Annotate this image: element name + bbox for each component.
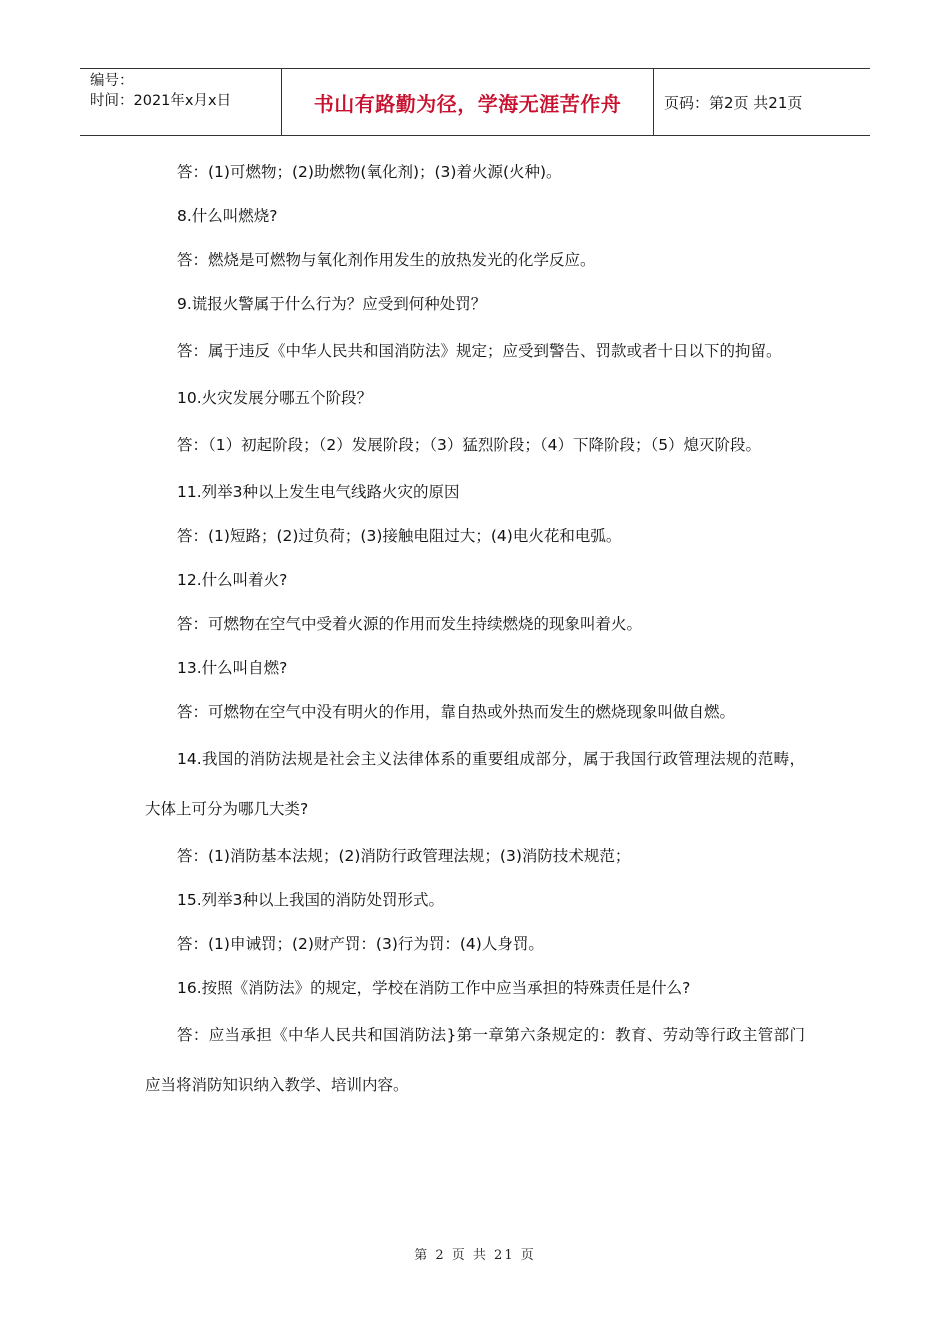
paragraph: 答：(1)短路；(2)过负荷；(3)接触电阻过大；(4)电火花和电弧。	[177, 527, 622, 545]
document-number-label: 编号：	[90, 73, 134, 89]
paragraph: 13.什么叫自燃?	[177, 659, 288, 677]
paragraph: 答：可燃物在空气中没有明火的作用，靠自热或外热而发生的燃烧现象叫做自燃。	[177, 703, 736, 721]
page-header	[80, 68, 870, 136]
page-footer: 第 2 页 共 21 页	[414, 1248, 536, 1263]
paragraph: 答：（1）初起阶段；（2）发展阶段；（3）猛烈阶段；（4）下降阶段；（5）熄灭阶段。	[177, 436, 762, 454]
paragraph: 答：(1)可燃物；(2)助燃物(氧化剂)；(3)着火源(火种)。	[177, 163, 562, 181]
paragraph: 答：(1)消防基本法规；(2)消防行政管理法规；(3)消防技术规范；	[177, 847, 631, 865]
paragraph: 12.什么叫着火?	[177, 571, 288, 589]
paragraph: 答：应当承担《中华人民共和国消防法}第一章第六条规定的：教育、劳动等行政主管部门应当将消防知识纳入教学、培训内容。	[145, 1026, 805, 1094]
paragraph: 10.火灾发展分哪五个阶段？	[177, 389, 373, 407]
paragraph: 答：属于违反《中华人民共和国消防法》规定；应受到警告、罚款或者十日以下的拘留。	[177, 342, 782, 360]
header-page-info: 页码：第2页 共21页	[664, 93, 803, 112]
paragraph: 答：可燃物在空气中受着火源的作用而发生持续燃烧的现象叫着火。	[177, 615, 643, 633]
header-motto: 书山有路勤为径，学海无涯苦作舟	[282, 69, 654, 135]
paragraph: 答：(1)申诫罚；(2)财产罚：(3)行为罚：(4)人身罚。	[177, 935, 544, 953]
paragraph: 9.谎报火警属于什么行为？应受到何种处罚？	[177, 295, 487, 313]
paragraph: 15.列举3种以上我国的消防处罚形式。	[177, 891, 445, 909]
paragraph: 8.什么叫燃烧?	[177, 207, 278, 225]
document-body	[145, 150, 805, 1110]
paragraph: 16.按照《消防法》的规定，学校在消防工作中应当承担的特殊责任是什么?	[177, 979, 691, 997]
paragraph: 14.我国的消防法规是社会主义法律体系的重要组成部分，属于我国行政管理法规的范畴，大体上可分为哪几大类?	[145, 750, 805, 818]
paragraph: 11.列举3种以上发生电气线路火灾的原因	[177, 483, 460, 501]
paragraph: 答：燃烧是可燃物与氧化剂作用发生的放热发光的化学反应。	[177, 251, 596, 269]
header-meta	[80, 69, 282, 135]
document-date: 时间：2021年x月x日	[90, 93, 232, 109]
